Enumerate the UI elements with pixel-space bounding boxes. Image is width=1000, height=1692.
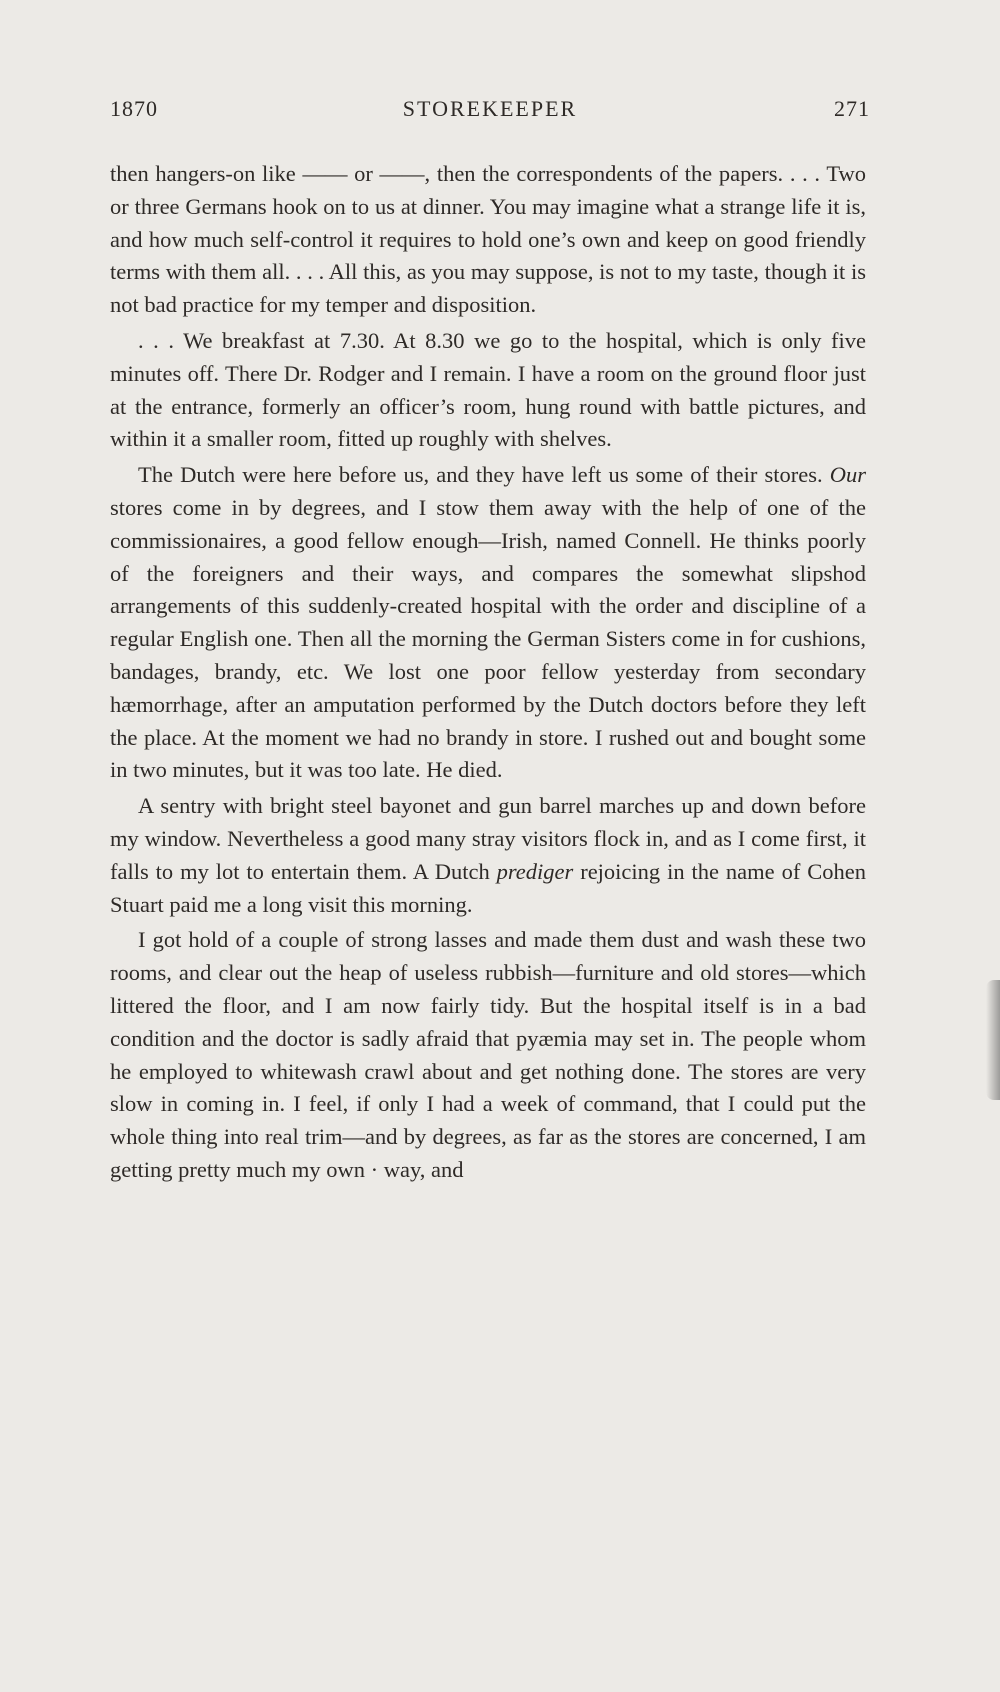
paragraph-5: I got hold of a couple of strong lasses and made them dust and wash these two rooms, and clear out the heap of useless rubbish—furniture and old stores—which littered the floor, and I am now fairly tidy. But the hospital itself is in a bad condition and the doctor is sadly afraid that pyæmia may set in. The people whom he employed to whitewash crawl about and get nothing done. The stores are very slow in coming in. I feel, if only I had a week of command, that I could put the whole thing into real trim—and by degrees, as far as the stores are concerned, I am getting pretty much my own · way, and [110,927,866,1182]
header-title: STOREKEEPER [402,96,578,121]
paragraph-4-text-a: A sentry with bright steel bayonet and gun barrel marches up and down before my window. Nevertheless a good many stray visitors flock in, and as I come first, it falls to my lot to entertain them. A Dutch [110,793,866,884]
paragraph-1: then hangers-on like —— or ——, then the correspondents of the papers. . . . Two or three Germans hook on to us at dinner. You may imagine what a strange life it is, and how much self-control it requires to hold one’s own and keep on good friendly terms with them all. . . . All this, as you may suppose, is not to my taste, though it is not bad practice for my temper and disposition. [110,161,866,318]
paragraph-4-text-b: rejoicing in the name of Cohen Stuart paid me a long visit this morning. [110,858,866,917]
paragraph-3-text-a: The Dutch were here before us, and they have left us some of their stores. [138,462,830,488]
paragraph-3-text-b: stores come in by degrees, and I stow them away with the help of one of the commissionaires, a good fellow enough—Irish, named Connell. He thinks poorly of the foreigners and their ways, and compares the somewhat slipshod arrangements of this suddenly-created hospital with the order and discipline of a regular English one. Then all the morning the German Sisters come in for cushions, bandages, brandy, etc. We lost one poor fellow yesterday from secondary hæmorrhage, after an amputation performed by the Dutch doctors before they left the place. At the moment we had no brandy in store. I rushed out and bought some in two minutes, but it was too late. He died. [110,494,866,783]
paragraph-3-italic: Our [829,462,866,488]
header-year: 1870 [110,96,158,121]
paragraph-4-italic: prediger [496,858,574,884]
running-head [110,96,870,126]
page-edge-shadow [986,980,1000,1100]
paragraph-3 [110,459,866,787]
body-text [110,158,866,1190]
page-number: 271 [834,96,870,121]
paragraph-2: . . . We breakfast at 7.30. At 8.30 we go to the hospital, which is only five minutes off. There Dr. Rodger and I remain. I have a room on the ground floor just at the entrance, formerly an officer’s room, hung round with battle pictures, and within it a smaller room, fitted up roughly with shelves. [110,327,866,452]
paragraph-4 [110,790,866,921]
